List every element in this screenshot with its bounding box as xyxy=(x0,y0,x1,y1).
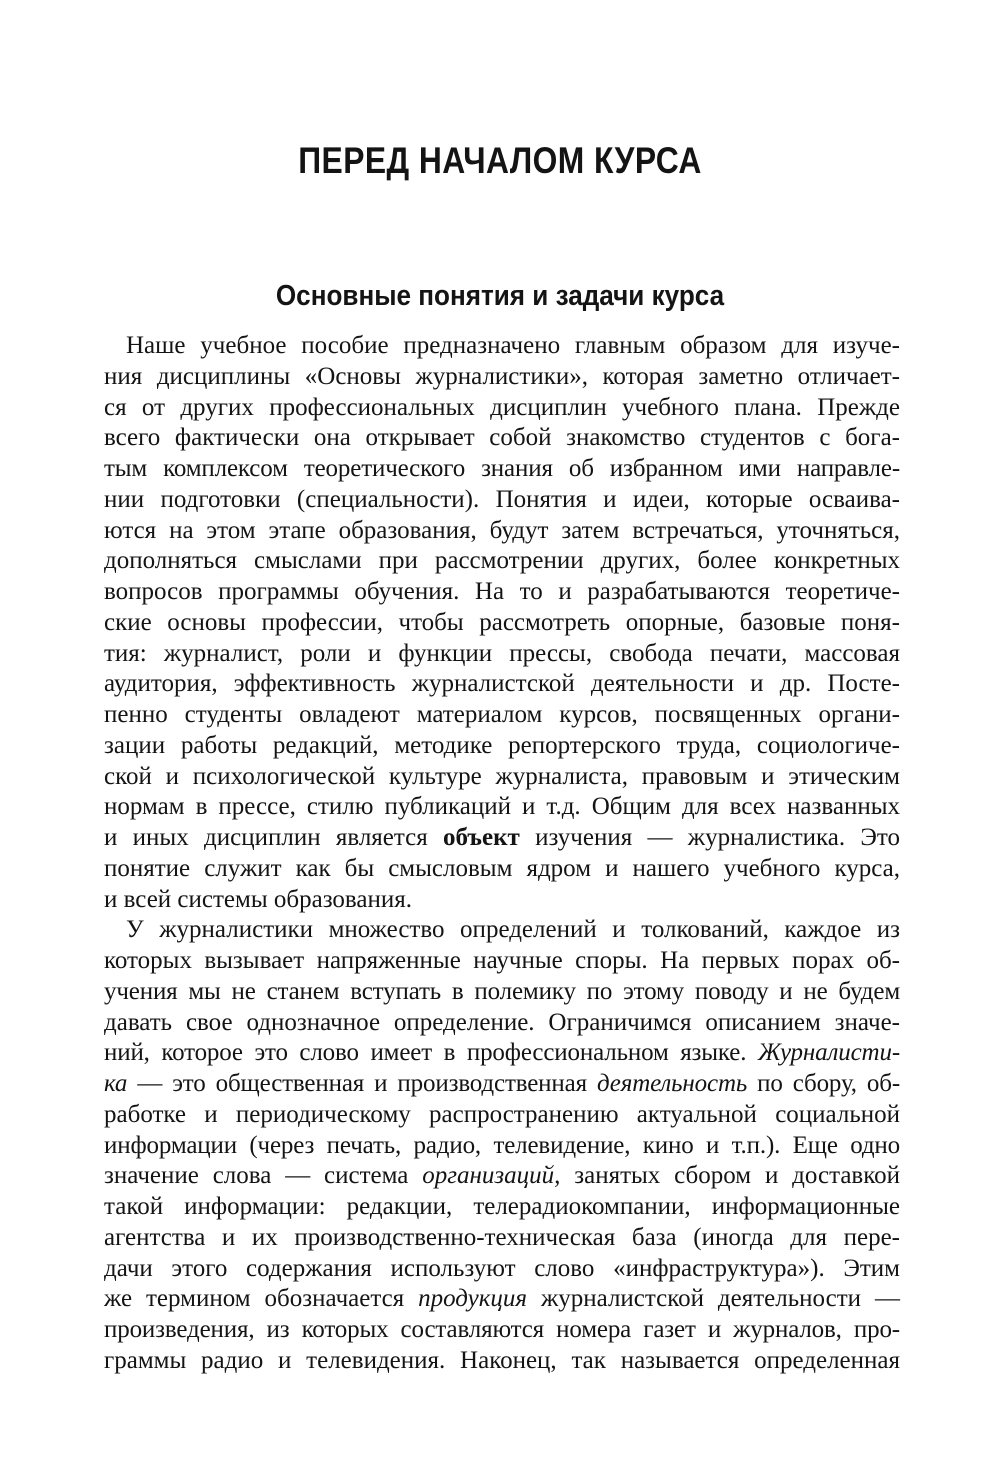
text-run: значение слова — система xyxy=(104,1162,409,1190)
text-line: тым комплексом теоретического знания об избранном ими направле- xyxy=(104,455,900,482)
italic-term: Журналисти- xyxy=(757,1039,900,1067)
text-line: такой информации: редакции, телерадиокомпании, информационные xyxy=(104,1193,900,1220)
text-line: ния дисциплины «Основы журналистики», которая заметно отличает- xyxy=(104,362,900,390)
text-line: вопросов программы обучения. На то и разрабатываются теоретиче- xyxy=(104,578,900,605)
text-line xyxy=(104,1038,900,1069)
text-line: ской и психологической культуре журналиста, правовым и этическим xyxy=(104,762,900,790)
text-line: пенно студенты овладеют материалом курсов, посвященных органи- xyxy=(104,701,900,728)
text-line: учения мы не станем вступать в полемику по этому поводу и не будем xyxy=(104,977,900,1005)
bold-term: объект xyxy=(443,824,520,851)
text-line: дачи этого содержания используют слово «инфраструктура»). Этим xyxy=(104,1254,900,1282)
text-run: же термином обозначается xyxy=(104,1285,405,1313)
paragraph-2 xyxy=(104,915,900,1376)
text-line: ся от других профессиональных дисциплин учебного плана. Прежде xyxy=(104,393,900,421)
italic-term: деятельность xyxy=(596,1070,748,1097)
text-run: изучения — журналистика. Это xyxy=(535,824,901,851)
italic-term: продукция xyxy=(418,1285,528,1313)
text-line: Наше учебное пособие предназначено главным образом для изуче- xyxy=(126,332,900,359)
text-run: — это общественная и производственная xyxy=(137,1070,587,1097)
text-run: журналистской деятельности — xyxy=(540,1285,901,1313)
text-line xyxy=(104,1284,900,1315)
text-run: ний, которое это слово имеет в профессиональном языке. xyxy=(104,1039,747,1067)
text-line: давать свое однозначное определение. Ограничимся описанием значе- xyxy=(104,1008,900,1036)
text-line: аудитория, эффективность журналистской деятельности и др. Посте- xyxy=(104,670,900,698)
text-line xyxy=(104,1161,900,1192)
text-line xyxy=(104,823,900,854)
text-line: ские основы профессии, чтобы рассмотреть опорные, базовые поня- xyxy=(104,608,900,636)
text-line: работке и периодическому распространению актуальной социальной xyxy=(104,1100,900,1128)
text-line: граммы радио и телевидения. Наконец, так называется определенная xyxy=(104,1346,900,1374)
text-line: произведения, из которых составляются номера газет и журналов, про- xyxy=(104,1316,900,1343)
text-line: зации работы редакций, методике репортерского труда, социологиче- xyxy=(104,731,900,759)
text-run: по сбору, об- xyxy=(757,1070,901,1097)
body-text xyxy=(104,331,900,1377)
text-line: всего фактически она открывает собой знакомство студентов с бога- xyxy=(104,424,900,452)
paragraph-1 xyxy=(104,331,900,915)
section-title: Основные понятия и задачи курса xyxy=(275,280,725,312)
text-line: ются на этом этапе образования, будут затем встречаться, уточняться, xyxy=(104,516,900,544)
text-line xyxy=(104,1069,900,1100)
text-line: информации (через печать, радио, телевидение, кино и т.п.). Еще одно xyxy=(104,1131,900,1159)
text-line: тия: журналист, роли и функции прессы, свобода печати, массовая xyxy=(104,639,900,667)
text-run: занятых сбором и доставкой xyxy=(574,1162,900,1190)
text-run: и иных дисциплин является xyxy=(104,824,428,851)
text-line: дополняться смыслами при рассмотрении других, более конкретных xyxy=(104,547,900,575)
text-line: агентства и их производственно-техническая база (иногда для пере- xyxy=(104,1223,900,1251)
text-line: нии подготовки (специальности). Понятия и идеи, которые осваива- xyxy=(104,485,900,513)
text-line: У журналистики множество определений и толкований, каждое из xyxy=(126,916,900,944)
text-line: понятие служит как бы смысловым ядром и нашего учебного курса, xyxy=(104,854,900,882)
chapter-title: ПЕРЕД НАЧАЛОМ КУРСА xyxy=(298,140,702,181)
italic-term: ка xyxy=(104,1070,128,1097)
text-line: которых вызывает напряженные научные споры. На первых порах об- xyxy=(104,947,900,974)
text-line: и всей системы образования. xyxy=(104,885,412,913)
italic-term: организаций, xyxy=(422,1162,561,1190)
text-line: нормам в прессе, стилю публикаций и т.д. Общим для всех названных xyxy=(104,793,900,821)
